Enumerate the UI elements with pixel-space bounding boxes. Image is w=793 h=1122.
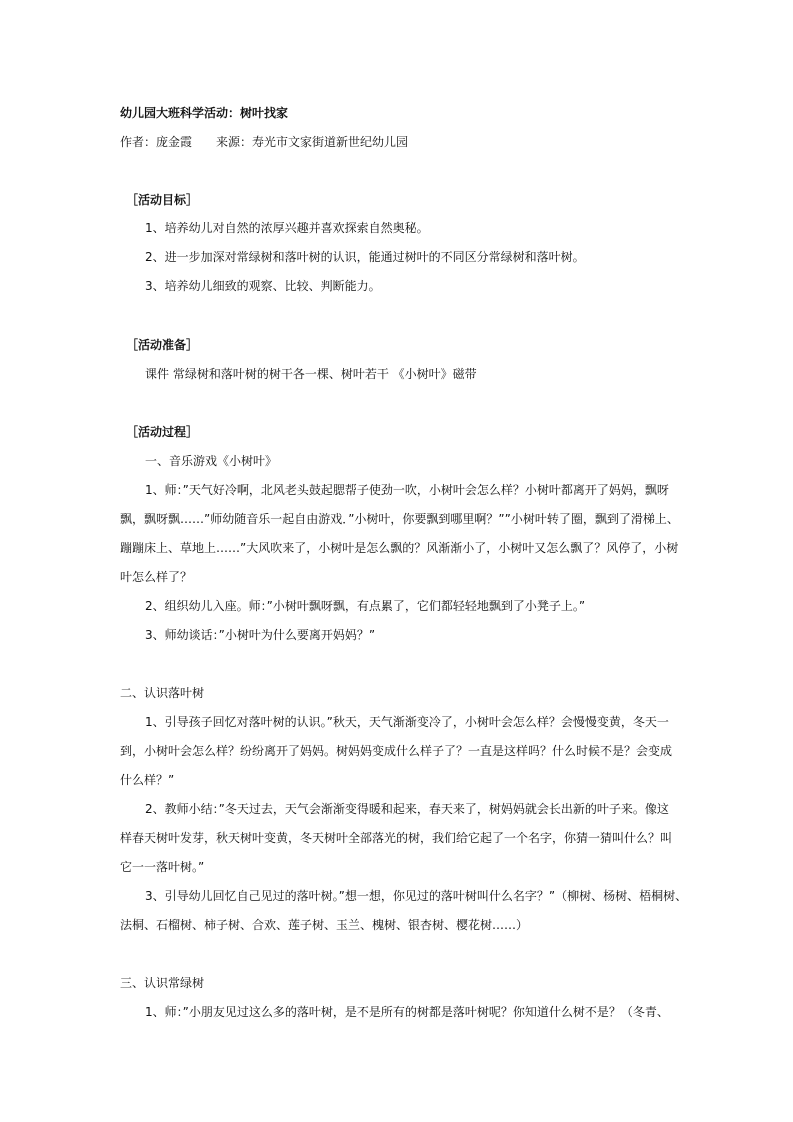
source-label: 来源：: [216, 135, 253, 149]
paragraph-line: 3、师幼谈话：”小树叶为什么要离开妈妈？”: [145, 628, 376, 642]
paragraph-line: 2、组织幼儿入座。师：”小树叶飘呀飘，有点累了，它们都轻轻地飘到了小凳子上。”: [145, 599, 586, 613]
prep-text: 课件 常绿树和落叶树的树干各一棵、树叶若干 《小树叶》磁带: [145, 367, 477, 381]
source-name: 寿光市文家街道新世纪幼儿园: [252, 135, 409, 149]
section-heading-prep: ［活动准备］: [126, 338, 199, 352]
document-title: 幼儿园大班科学活动：树叶找家: [120, 106, 289, 120]
paragraph-line: 叶怎么样了？: [120, 570, 193, 584]
paragraph-line: 飘，飘呀飘……”师幼随音乐一起自由游戏．”小树叶，你要飘到哪里啊？””小树叶转了圈，飘到了滑梯上、: [120, 512, 679, 526]
part-title: 三、认识常绿树: [120, 976, 205, 990]
part-title: 二、认识落叶树: [120, 686, 205, 700]
paragraph-line: 1、师：”小朋友见过这么多的落叶树，是不是所有的树都是落叶树呢？你知道什么树不是？（冬青、: [145, 1005, 669, 1019]
byline: [120, 134, 408, 150]
paragraph-line: 1、引导孩子回忆对落叶树的认识。”秋天，天气渐渐变冷了，小树叶会怎么样？会慢慢变黄，冬天一: [145, 715, 669, 729]
part-title: 一、音乐游戏《小树叶》: [145, 454, 278, 468]
paragraph-line: 到，小树叶会怎么样？纷纷离开了妈妈。树妈妈变成什么样子了？一直是这样吗？什么时候不是？会变成: [120, 744, 673, 758]
goal-item: 1、培养幼儿对自然的浓厚兴趣并喜欢探索自然奥秘。: [145, 221, 429, 235]
paragraph-line: 1、师：”天气好冷啊，北风老头鼓起腮帮子使劲一吹，小树叶会怎么样？小树叶都离开了妈妈，飘呀: [145, 483, 669, 497]
paragraph-line: 2、教师小结：”冬天过去，天气会渐渐变得暖和起来，春天来了，树妈妈就会长出新的叶子来。像这: [145, 802, 669, 816]
goal-item: 2、进一步加深对常绿树和落叶树的认识，能通过树叶的不同区分常绿树和落叶树。: [145, 250, 585, 264]
paragraph-line: 样春天树叶发芽，秋天树叶变黄，冬天树叶全部落光的树，我们给它起了一个名字，你猜一猜叫什么？叫: [120, 831, 673, 845]
author-label: 作者：: [120, 135, 157, 149]
section-heading-goals: ［活动目标］: [126, 193, 199, 207]
section-heading-process: ［活动过程］: [126, 425, 199, 439]
paragraph-line: 3、引导幼儿回忆自己见过的落叶树。”想一想，你见过的落叶树叫什么名字？”（柳树、杨树、梧桐树、: [145, 889, 688, 903]
paragraph-line: 什么样？”: [120, 773, 175, 787]
author-name: 庞金霞: [156, 135, 193, 149]
paragraph-line: 蹦蹦床上、草地上……”大风吹来了，小树叶是怎么飘的？风渐渐小了，小树叶又怎么飘了？风停了，小树: [120, 541, 679, 555]
paragraph-line: 它一一落叶树。”: [120, 860, 205, 874]
paragraph-line: 法桐、石榴树、柿子树、合欢、莲子树、玉兰、槐树、银杏树、樱花树……）: [120, 918, 529, 932]
goal-item: 3、培养幼儿细致的观察、比较、判断能力。: [145, 279, 381, 293]
